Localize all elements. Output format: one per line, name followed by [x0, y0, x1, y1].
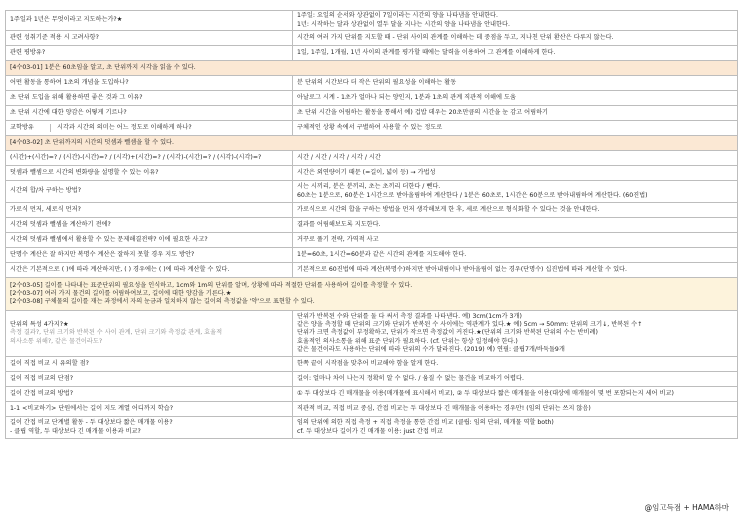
question-text: (시간)+(시간)=? / (시간)-(시간)=? / (시각)+(시간)=? / (시각)-(시간)=? / (시각)-(시각)=?	[10, 153, 262, 161]
question-cell	[6, 203, 293, 218]
question-text: 시간의 덧셈과 뺄셈을 계산하기 전에?	[10, 220, 111, 228]
table-row	[6, 91, 738, 106]
table-row	[6, 263, 738, 278]
answer-cell: 1분=60초, 1시간=60분과 같은 시간의 관계를 지도해야 한다.	[293, 248, 738, 263]
answer-cell: 가로식으로 시간의 합을 구하는 방법을 먼저 생각해보게 한 후, 세로 계산으로 형식화할 수 있다는 것을 안내한다.	[293, 203, 738, 218]
table-row	[6, 31, 738, 46]
question-text: 길이 직접 비교 시 유의할 점?	[10, 359, 89, 367]
table-row	[6, 372, 738, 387]
table-row	[6, 387, 738, 402]
section-standard: [4수03-01] 1분은 60초임을 알고, 초 단위까지 시각을 읽을 수 있다.	[6, 61, 738, 76]
question-text: 가로식 먼저, 세로식 먼저?	[10, 205, 81, 213]
answer-cell: ① 두 대상보다 긴 매개물을 이용(매개물에 표시해서 비교), ② 두 대상보다 짧은 매개물을 이용(대상에 매개물이 몇 번 포함되는지 세어 비교)	[293, 387, 738, 402]
table-row	[6, 46, 738, 61]
answer-cell: 길이: 얼마나 차이 나는지 정확히 알 수 없다. / 움질 수 없는 물건을 비교하기 어렵다.	[293, 372, 738, 387]
question-text: 단명수 계산은 잘 하지만 복명수 계산은 잘하지 못할 경우 지도 방안?	[10, 250, 195, 258]
question-text: 어떤 활동을 통하여 1초의 개념을 도입하나?	[10, 78, 129, 86]
table-row	[6, 76, 738, 91]
question-text: 길이 간접 비교 단계별 활동 - 두 대상보다 짧은 매개물 이용? - 클립 역할, 두 대상보다 긴 매개물 이용과 비교?	[10, 419, 173, 435]
table-row	[6, 181, 738, 203]
question-cell	[6, 181, 293, 203]
question-tag: 교학방유	[10, 124, 51, 132]
answer-cell: 초 단위 시간을 어림하는 활동을 통해서 예) 겁밥 데우는 20초만큼의 시간을 눈 감고 어림하기	[293, 106, 738, 121]
answer-cell: 단위가 반복된 수와 단위를 둘 다 써서 측정 결과를 나타낸다. 예) 3cm(1cm가 3개) 같은 양을 측정할 때 단위의 크기와 단위가 반복된 수 사이에는 역관계가 있다.★ 예) 5cm → 50mm: 단위의 크기↓, 반복된 수↑ 단위가 크면 측정값이 부정확하고, 단위가 작으면 측정값이 커진다.★(단위의 크기와 반복된 단위의 수는 반비례) 효율적인 의사소통을 위해 표준 단위가 필요하다. (cf. 단위는 항상 일정해야 한다.) 같은 물건이라도 사용하는 단위에 따라 단위의 수가 달라진다. (2019) 예) 연필: 클립7개/바둑돌9개	[293, 311, 738, 357]
question-cell	[6, 387, 293, 402]
answer-cell: 분 단위의 시간보다 더 작은 단위의 필요성을 이해하는 활동	[293, 76, 738, 91]
section-standard: [2수03-05] 길이를 나타내는 표준단위의 필요성을 인식하고, 1cm와 1m의 단위를 알며, 상황에 따라 적절한 단위를 사용하여 길이를 측정할 수 있다. [2수03-07] 여러 가지 물건의 길이를 어림하여보고, 길이에 대한 양감을 기른다.★ [2수03-08] 구체물의 길이를 재는 과정에서 자의 눈금과 일치하지 않는 길이의 측정값을 '약'으로 표현할 수 있다.	[6, 278, 738, 311]
study-table	[5, 10, 738, 439]
answer-cell: 한쪽 끝이 시작점을 맞추어 비교해야 함을 알게 한다.	[293, 357, 738, 372]
section-header-row	[6, 136, 738, 151]
table-row	[6, 203, 738, 218]
question-cell	[6, 106, 293, 121]
table-row	[6, 166, 738, 181]
table-row	[6, 311, 738, 357]
question-cell	[6, 263, 293, 278]
question-text: 단위의 특성 4가지?★	[10, 321, 69, 329]
question-hint: 측정 결과?, 단위 크기와 반복된 수 사이 관계, 단위 크기와 측정값 관계, 효율적 의사소통 위해?, 같은 물건이라도?	[10, 329, 223, 345]
table-row	[6, 218, 738, 233]
question-text: 시간은 기본적으로 ( )에 따라 계산하지만, ( ) 경우에는 ( )에 따라 계산할 수 있다.	[10, 265, 230, 273]
question-cell	[6, 121, 293, 136]
question-cell	[6, 166, 293, 181]
question-text: 시간의 덧셈과 뺄셈에서 활용할 수 있는 문제해결전략? 이에 필요한 사고?	[10, 235, 208, 243]
table-row	[6, 121, 738, 136]
table-row	[6, 151, 738, 166]
table-row	[6, 233, 738, 248]
answer-cell: 시간은 외연량이기 때문 (=길이, 넓이 등) → 가법성	[293, 166, 738, 181]
answer-cell: 1일, 1주일, 1개월, 1년 사이의 관계를 평가할 때에는 달력을 이용하여 그 관계를 이해하게 한다.	[293, 46, 738, 61]
question-text: 초 단위 도입을 위해 활용하면 좋은 것과 그 이유?	[10, 93, 143, 101]
question-text: 1주일과 1년은 무엇이라고 지도하는가?★	[10, 16, 123, 24]
question-text: 관련 성취기준 적용 시 고려사항?	[10, 33, 99, 41]
question-cell	[6, 46, 293, 61]
section-standard: [4수03-02] 초 단위까지의 시간의 덧셈과 뺄셈을 할 수 있다.	[6, 136, 738, 151]
table-row	[6, 106, 738, 121]
question-text: 길이 간접 비교의 방법?	[10, 389, 73, 397]
question-cell	[6, 151, 293, 166]
table-row	[6, 417, 738, 439]
question-cell	[6, 218, 293, 233]
question-text: 길이 직접 비교의 단점?	[10, 374, 73, 382]
question-cell	[6, 372, 293, 387]
answer-cell: 결과를 어림해보도록 지도한다.	[293, 218, 738, 233]
question-cell	[6, 357, 293, 372]
table-row	[6, 248, 738, 263]
answer-cell: 시는 시끼리, 분은 분끼리, 초는 초끼리 더한다 / 뺀다. 60초는 1분으로, 60분은 1시간으로 받아올림하여 계산한다 / 1분은 60초로, 1시간은 60분으로 받아내림하여 계산한다. (60진법)	[293, 181, 738, 203]
question-text: 관련 평방유?	[10, 48, 46, 56]
question-text: 초 단위 시간에 대한 양감은 어떻게 기르나?	[10, 108, 127, 116]
answer-cell: 시간 / 시간 / 시각 / 시각 / 시간	[293, 151, 738, 166]
question-cell	[6, 248, 293, 263]
answer-cell: 거꾸로 풀기 전략, 가역적 사고	[293, 233, 738, 248]
question-text: 시각과 시간의 의미는 어느 정도로 이해하게 하나?	[57, 123, 192, 131]
section-header-row	[6, 61, 738, 76]
answer-cell: 1주일: 요일의 순서와 상관없이 7일이라는 시간의 양을 나타냄을 안내한다. 1년: 시작하는 달과 상관없이 열두 달을 지나는 시간의 양을 나타냄을 안내한다.	[293, 11, 738, 31]
question-cell	[6, 311, 293, 357]
question-cell	[6, 11, 293, 31]
footer-credit: @임고득점 + HAMA하마	[644, 503, 729, 512]
answer-cell: 시간의 여러 가지 단위를 지도할 때 - 단위 사이의 관계를 이해하는 데 중점을 두고, 지나친 단위 환산은 다루지 않는다.	[293, 31, 738, 46]
question-cell	[6, 91, 293, 106]
question-cell	[6, 233, 293, 248]
question-text: 시간의 합/차 구하는 방법?	[10, 187, 82, 195]
question-text: 덧셈과 뺄셈으로 시간의 변화량을 설명할 수 있는 이유?	[10, 168, 159, 176]
answer-cell: 구체적인 상황 속에서 구별하여 사용할 수 있는 정도로	[293, 121, 738, 136]
table-row	[6, 402, 738, 417]
question-text: 1-1 <비교하기> 단원에서는 길이 지도 계열 어디까지 학습?	[10, 404, 174, 412]
table-row	[6, 11, 738, 31]
section-header-row	[6, 278, 738, 311]
question-cell	[6, 417, 293, 439]
question-cell	[6, 31, 293, 46]
table-row	[6, 357, 738, 372]
answer-cell: 직관적 비교, 직접 비교 중심, 간접 비교는 두 대상보다 긴 매개물을 이용하는 경우만! (임의 단위는 쓰지 않음)	[293, 402, 738, 417]
answer-cell: 아날로그 시계 - 1초가 얼마나 되는 양인지, 1분과 1초의 관계 직관적 이해에 도움	[293, 91, 738, 106]
question-cell	[6, 76, 293, 91]
answer-cell: 기본적으로 60진법에 따라 계산(복명수)하지만 받아내림이나 받아올림이 없는 경우(단명수) 십진법에 따라 계산할 수 있다.	[293, 263, 738, 278]
answer-cell: 임의 단위에 의한 직접 측정 + 직접 측정을 통한 간접 비교 (클립: 임의 단위, 매개물 역할 both) cf. 두 대상보다 길이가 긴 매개물 이용: just 간접 비교	[293, 417, 738, 439]
question-cell	[6, 402, 293, 417]
